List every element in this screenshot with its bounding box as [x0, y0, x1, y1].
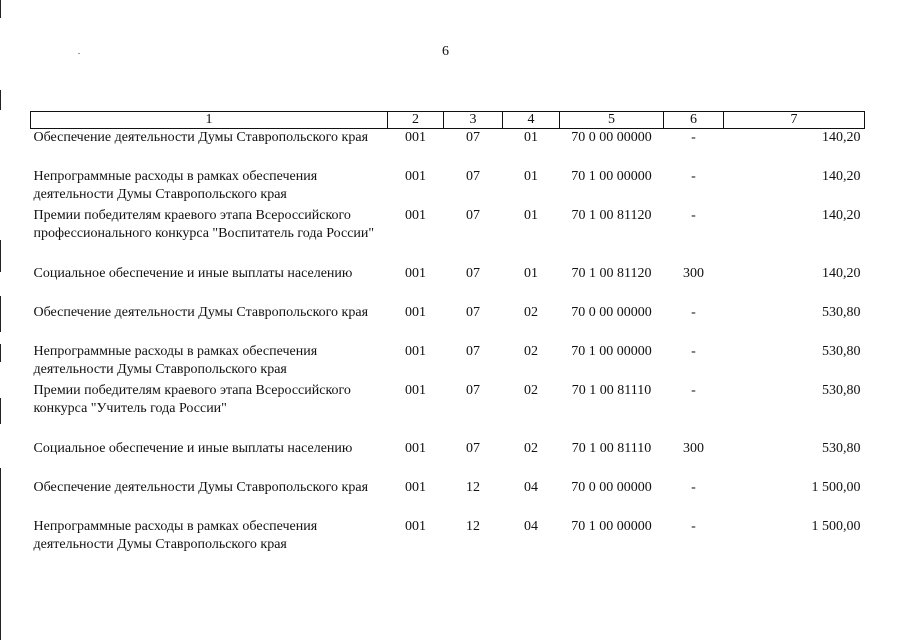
row-code-4: 01 [524, 130, 538, 145]
table-row [31, 382, 865, 440]
row-code-2: 001 [405, 519, 426, 534]
row-name: Премии победителям краевого этапа Всероссийского профессионального конкурса "Воспитатель года России" [33, 208, 375, 241]
row-name: Непрограммные расходы в рамках обеспечения деятельности Думы Ставропольского края [33, 519, 318, 552]
row-code-3: 07 [466, 441, 480, 456]
row-code-3: 07 [466, 266, 480, 281]
table-row [31, 265, 865, 304]
row-code-2: 001 [405, 480, 426, 495]
row-code-2: 001 [405, 344, 426, 359]
row-amount: 530,80 [822, 305, 861, 320]
row-code-4: 02 [524, 441, 538, 456]
table-row [31, 440, 865, 479]
row-name: Непрограммные расходы в рамках обеспечения деятельности Думы Ставропольского края [33, 344, 318, 377]
row-code-4: 02 [524, 305, 538, 320]
row-amount: 530,80 [822, 383, 861, 398]
row-amount: 140,20 [822, 169, 861, 184]
row-code-6: - [691, 344, 696, 359]
row-code-5: 70 1 00 00000 [571, 169, 652, 184]
column-header: 1 [31, 112, 388, 129]
row-code-2: 001 [405, 208, 426, 223]
table-row [31, 168, 865, 207]
margin-line [0, 0, 1, 18]
row-code-5: 70 1 00 81120 [571, 208, 652, 223]
column-header: 4 [503, 112, 560, 129]
row-code-4: 01 [524, 169, 538, 184]
row-code-3: 07 [466, 130, 480, 145]
table-header-row [31, 112, 865, 129]
row-code-3: 07 [466, 208, 480, 223]
row-amount: 1 500,00 [811, 480, 861, 495]
row-code-6: - [691, 383, 696, 398]
margin-line [0, 468, 1, 640]
row-name: Обеспечение деятельности Думы Ставропольского края [33, 305, 369, 320]
row-amount: 530,80 [822, 441, 861, 456]
row-code-3: 07 [466, 305, 480, 320]
margin-line [0, 90, 1, 110]
row-name: Премии победителям краевого этапа Всероссийского конкурса "Учитель года России" [33, 383, 351, 416]
row-code-3: 07 [466, 169, 480, 184]
row-amount: 140,20 [822, 130, 861, 145]
table-row [31, 129, 865, 169]
row-code-6: - [691, 519, 696, 534]
margin-line [0, 296, 1, 332]
row-code-5: 70 1 00 81120 [571, 266, 652, 281]
table-row [31, 518, 865, 557]
row-code-2: 001 [405, 305, 426, 320]
column-header: 2 [388, 112, 444, 129]
row-code-5: 70 0 00 00000 [571, 305, 652, 320]
row-code-5: 70 0 00 00000 [571, 480, 652, 495]
row-code-5: 70 1 00 00000 [571, 519, 652, 534]
row-code-3: 07 [466, 383, 480, 398]
row-name: Обеспечение деятельности Думы Ставропольского края [33, 480, 369, 495]
row-code-4: 02 [524, 344, 538, 359]
row-code-2: 001 [405, 169, 426, 184]
column-header: 7 [724, 112, 865, 129]
scan-dot [78, 53, 80, 54]
row-code-6: - [691, 305, 696, 320]
row-code-2: 001 [405, 266, 426, 281]
row-amount: 1 500,00 [811, 519, 861, 534]
row-code-6: - [691, 208, 696, 223]
table-row [31, 207, 865, 265]
margin-line [0, 344, 1, 362]
row-name: Непрограммные расходы в рамках обеспечения деятельности Думы Ставропольского края [33, 169, 318, 202]
row-amount: 140,20 [822, 266, 861, 281]
margin-line [0, 240, 1, 272]
row-code-5: 70 1 00 81110 [571, 383, 652, 398]
budget-table [30, 111, 865, 557]
row-code-5: 70 1 00 81110 [571, 441, 652, 456]
row-code-5: 70 1 00 00000 [571, 344, 652, 359]
row-code-6: 300 [683, 266, 704, 281]
row-code-2: 001 [405, 441, 426, 456]
row-amount: 140,20 [822, 208, 861, 223]
table-row [31, 343, 865, 382]
row-name: Обеспечение деятельности Думы Ставропольского края [33, 130, 369, 145]
row-code-2: 001 [405, 383, 426, 398]
row-code-5: 70 0 00 00000 [571, 130, 652, 145]
page-number: 6 [442, 44, 449, 59]
row-code-6: - [691, 130, 696, 145]
column-header: 6 [664, 112, 724, 129]
row-code-3: 07 [466, 344, 480, 359]
row-code-6: - [691, 480, 696, 495]
row-amount: 530,80 [822, 344, 861, 359]
row-code-6: - [691, 169, 696, 184]
row-code-4: 02 [524, 383, 538, 398]
column-header: 5 [560, 112, 664, 129]
column-header: 3 [444, 112, 503, 129]
row-code-4: 04 [524, 480, 538, 495]
row-name: Социальное обеспечение и иные выплаты населению [33, 266, 353, 281]
row-code-3: 12 [466, 519, 480, 534]
margin-line [0, 398, 1, 424]
row-code-6: 300 [683, 441, 704, 456]
table-row [31, 304, 865, 343]
row-name: Социальное обеспечение и иные выплаты населению [33, 441, 353, 456]
row-code-2: 001 [405, 130, 426, 145]
row-code-4: 01 [524, 208, 538, 223]
row-code-4: 01 [524, 266, 538, 281]
row-code-3: 12 [466, 480, 480, 495]
row-code-4: 04 [524, 519, 538, 534]
table-row [31, 479, 865, 518]
